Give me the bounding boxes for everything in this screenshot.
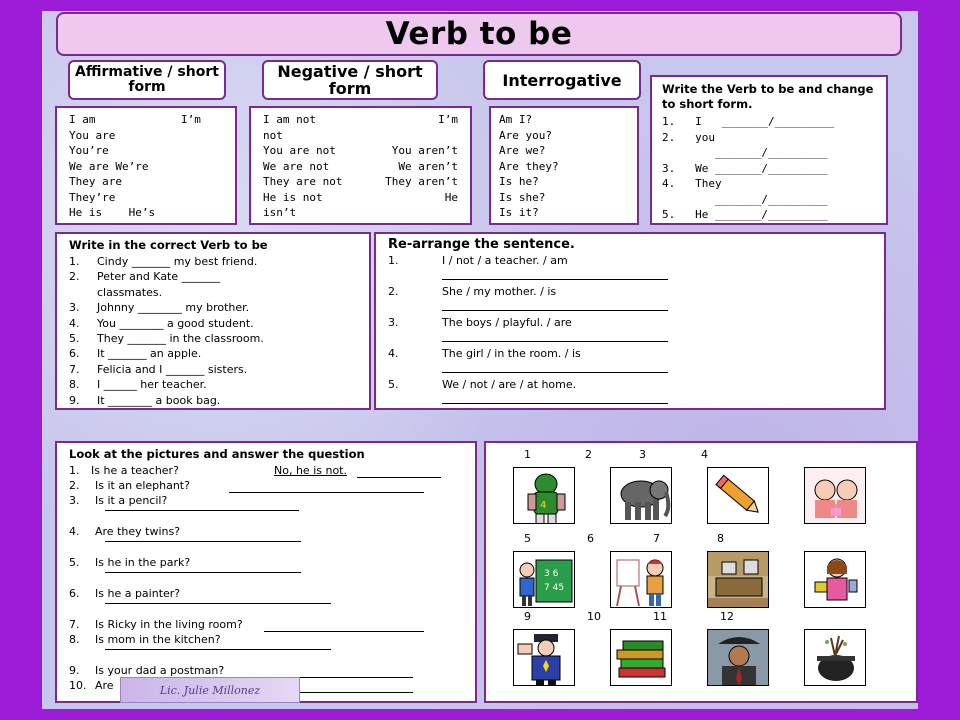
item-text: Are xyxy=(95,679,114,692)
negative-box xyxy=(249,106,472,225)
affirmative-header: Affirmative / short form xyxy=(68,60,226,100)
affirmative-short: I’m xyxy=(181,113,201,126)
negative-long: You are not xyxy=(263,144,336,157)
picture-number: 4 xyxy=(701,448,708,461)
answer-line[interactable] xyxy=(442,310,668,311)
short-form-item: 5. He _______/_________ xyxy=(662,208,828,221)
item-number: 3. xyxy=(69,494,80,507)
short-form-box xyxy=(650,75,888,225)
correct-verb-item xyxy=(69,269,357,284)
item-number: 5. xyxy=(69,331,80,345)
item-text: Johnny ________ my brother. xyxy=(97,301,250,315)
affirmative-row xyxy=(69,112,223,128)
correct-verb-item xyxy=(69,346,357,361)
affirmative-long: You are xyxy=(69,128,116,142)
affirmative-row xyxy=(69,159,223,175)
picture-questions-title: Look at the pictures and answer the question xyxy=(69,447,365,461)
answer-line[interactable] xyxy=(442,341,668,342)
affirmative-box xyxy=(55,106,237,225)
negative-row xyxy=(263,143,458,159)
item-number: 1. xyxy=(69,255,80,268)
item-text: Is he a painter? xyxy=(95,587,181,600)
picture-twins xyxy=(804,467,866,524)
item-text: Are they twins? xyxy=(95,525,181,538)
affirmative-row xyxy=(69,128,223,144)
picture-number: 5 xyxy=(524,532,531,545)
item-number: 5. xyxy=(388,378,399,391)
negative-short: They aren’t xyxy=(385,175,458,188)
picture-questions-box xyxy=(55,441,477,703)
answer-line[interactable] xyxy=(442,279,668,280)
item-text: Is he in the park? xyxy=(95,556,191,569)
correct-verb-item xyxy=(69,377,357,392)
negative-long: I am not xyxy=(263,113,316,126)
item-text: Is it an elephant? xyxy=(95,479,190,492)
picture-number: 11 xyxy=(653,610,667,623)
interrogative-box xyxy=(489,106,639,225)
picture-number: 12 xyxy=(720,610,734,623)
item-number: 7. xyxy=(69,618,80,631)
page-title: Verb to be xyxy=(385,16,573,52)
interrogative-item: Are you? xyxy=(499,128,552,142)
item-text: classmates. xyxy=(97,285,163,299)
picture-number: 1 xyxy=(524,448,531,461)
short-form-item: 3. We _______/_________ xyxy=(662,161,828,175)
svg-text:4: 4 xyxy=(540,500,547,511)
item-text: Cindy _______ my best friend. xyxy=(97,255,258,268)
interrogative-header: Interrogative xyxy=(483,60,641,100)
picture-number: 6 xyxy=(587,532,594,545)
item-text: The boys / playful. / are xyxy=(442,316,572,329)
item-number: 9. xyxy=(69,393,80,407)
answer-line[interactable] xyxy=(105,510,299,511)
correct-verb-item xyxy=(69,362,357,377)
picture-grid xyxy=(484,441,918,703)
answer-line[interactable] xyxy=(442,372,668,373)
item-number: 8. xyxy=(69,378,80,392)
item-text: I / not / a teacher. / am xyxy=(442,254,568,267)
answer-line[interactable] xyxy=(264,631,424,632)
item-text: Is Ricky in the living room? xyxy=(95,618,243,631)
negative-short: He xyxy=(444,190,458,204)
negative-row xyxy=(263,190,458,206)
interrogative-item: Are they? xyxy=(499,159,559,173)
item-text: The girl / in the room. / is xyxy=(442,347,581,360)
answer-line[interactable] xyxy=(229,492,424,493)
answer-line[interactable] xyxy=(442,403,668,404)
item-number: 4. xyxy=(388,347,399,360)
answer-line[interactable] xyxy=(105,649,331,650)
picture-teacher xyxy=(513,551,575,608)
affirmative-long: They are xyxy=(69,175,122,188)
item-number: 2. xyxy=(69,479,80,492)
item-number: 3. xyxy=(388,316,399,329)
item-text: Is it a pencil? xyxy=(95,494,168,507)
item-text: Is he a teacher? xyxy=(91,464,179,477)
answer-line[interactable] xyxy=(105,541,301,542)
picture-number: 10 xyxy=(587,610,601,623)
negative-row xyxy=(263,128,458,144)
svg-text:7 45: 7 45 xyxy=(544,583,565,593)
negative-long: isn’t xyxy=(263,206,297,219)
interrogative-item: Is he? xyxy=(499,175,539,188)
short-form-item: _______/_________ xyxy=(662,192,828,206)
title-banner xyxy=(56,12,902,56)
item-number: 4. xyxy=(69,316,80,330)
item-number: 10. xyxy=(69,679,87,692)
answer-line[interactable] xyxy=(105,603,331,604)
svg-text:3 6: 3 6 xyxy=(544,569,559,579)
picture-number: 2 xyxy=(585,448,592,461)
item-number: 6. xyxy=(69,347,80,361)
affirmative-long: We are We’re xyxy=(69,159,149,173)
affirmative-row xyxy=(69,190,223,206)
author-signature: Lic. Julie Millonez xyxy=(120,677,300,703)
rearrange-item xyxy=(388,346,872,377)
item-number: 3. xyxy=(69,301,80,315)
correct-verb-item xyxy=(69,300,357,315)
picture-books xyxy=(610,629,672,686)
item-number: 2. xyxy=(69,270,80,284)
picture-painter xyxy=(610,551,672,608)
negative-long: We are not xyxy=(263,159,330,173)
item-number: 7. xyxy=(69,362,80,376)
negative-row xyxy=(263,174,458,190)
interrogative-item: Am I? xyxy=(499,113,533,126)
short-form-item: _______/_________ xyxy=(662,146,828,159)
interrogative-item: Is she? xyxy=(499,190,546,204)
negative-short: We aren’t xyxy=(398,159,458,173)
rearrange-item xyxy=(388,284,872,315)
short-form-item: 4. They xyxy=(662,177,722,190)
affirmative-row xyxy=(69,174,223,190)
picture-pencil xyxy=(707,467,769,524)
correct-verb-item xyxy=(69,316,357,331)
rearrange-box xyxy=(374,232,886,410)
affirmative-long: They’re xyxy=(69,190,116,204)
negative-header: Negative / short form xyxy=(262,60,438,100)
item-text: Is your dad a postman? xyxy=(95,664,225,677)
short-form-item: 1. I _______/_________ xyxy=(662,115,835,128)
answer-line xyxy=(357,477,441,478)
item-number: 5. xyxy=(69,556,80,569)
rearrange-title: Re-arrange the sentence. xyxy=(388,237,575,252)
item-text: She / my mother. / is xyxy=(442,285,557,298)
negative-long: not xyxy=(263,128,283,142)
picture-number: 8 xyxy=(717,532,724,545)
negative-row xyxy=(263,205,458,221)
item-number: 1. xyxy=(69,464,80,477)
item-text: You ________ a good student. xyxy=(97,316,254,330)
item-text: They _______ in the classroom. xyxy=(97,331,264,345)
rearrange-item xyxy=(388,315,872,346)
item-number: 1. xyxy=(388,254,399,267)
item-number: 9. xyxy=(69,664,80,677)
correct-verb-title: Write in the correct Verb to be xyxy=(69,238,268,252)
picture-number: 9 xyxy=(524,610,531,623)
picture-number: 7 xyxy=(653,532,660,545)
item-number: 2. xyxy=(388,285,399,298)
item-number: 4. xyxy=(69,525,80,538)
correct-verb-item xyxy=(69,393,357,408)
item-text: I ______ her teacher. xyxy=(97,378,207,392)
affirmative-long: I am xyxy=(69,113,96,126)
affirmative-row xyxy=(69,205,223,221)
item-text: Peter and Kate _______ xyxy=(97,270,221,284)
item-text: Is mom in the kitchen? xyxy=(95,633,221,646)
picture-kitchen-mom xyxy=(804,551,866,608)
item-text: Felicia and I _______ sisters. xyxy=(97,362,248,376)
picture-policeman xyxy=(513,629,575,686)
answer-line[interactable] xyxy=(105,572,301,573)
item-number: 8. xyxy=(69,633,80,646)
short-form-item: 2. you xyxy=(662,130,715,144)
picture-man-umbrella xyxy=(707,629,769,686)
short-form-title: Write the Verb to be and change to short form. xyxy=(662,82,874,111)
example-answer: No, he is not. xyxy=(274,464,347,477)
item-text: It _______ an apple. xyxy=(97,347,202,361)
affirmative-long: He is He’s xyxy=(69,206,156,219)
correct-verb-box xyxy=(55,232,371,410)
item-text: It ________ a book bag. xyxy=(97,393,221,407)
correct-verb-item xyxy=(69,285,357,300)
picture-living-room xyxy=(707,551,769,608)
item-text: We / not / are / at home. xyxy=(442,378,577,391)
correct-verb-item xyxy=(69,331,357,346)
rearrange-item xyxy=(388,253,872,284)
negative-row xyxy=(263,112,458,128)
affirmative-row xyxy=(69,143,223,159)
negative-row xyxy=(263,159,458,175)
answer-line[interactable] xyxy=(283,692,413,693)
interrogative-item: Is it? xyxy=(499,206,539,219)
picture-football-player xyxy=(513,467,575,524)
interrogative-item: Are we? xyxy=(499,144,546,157)
worksheet xyxy=(42,11,918,709)
rearrange-item xyxy=(388,377,872,408)
negative-short: You aren’t xyxy=(391,144,458,157)
correct-verb-item xyxy=(69,254,357,269)
affirmative-long: You’re xyxy=(69,144,109,157)
item-number: 6. xyxy=(69,587,80,600)
negative-long: He is not xyxy=(263,190,323,204)
negative-short: I’m xyxy=(438,113,458,126)
picture-number: 3 xyxy=(639,448,646,461)
picture-cauldron xyxy=(804,629,866,686)
picture-elephant xyxy=(610,467,672,524)
negative-long: They are not xyxy=(263,175,343,188)
